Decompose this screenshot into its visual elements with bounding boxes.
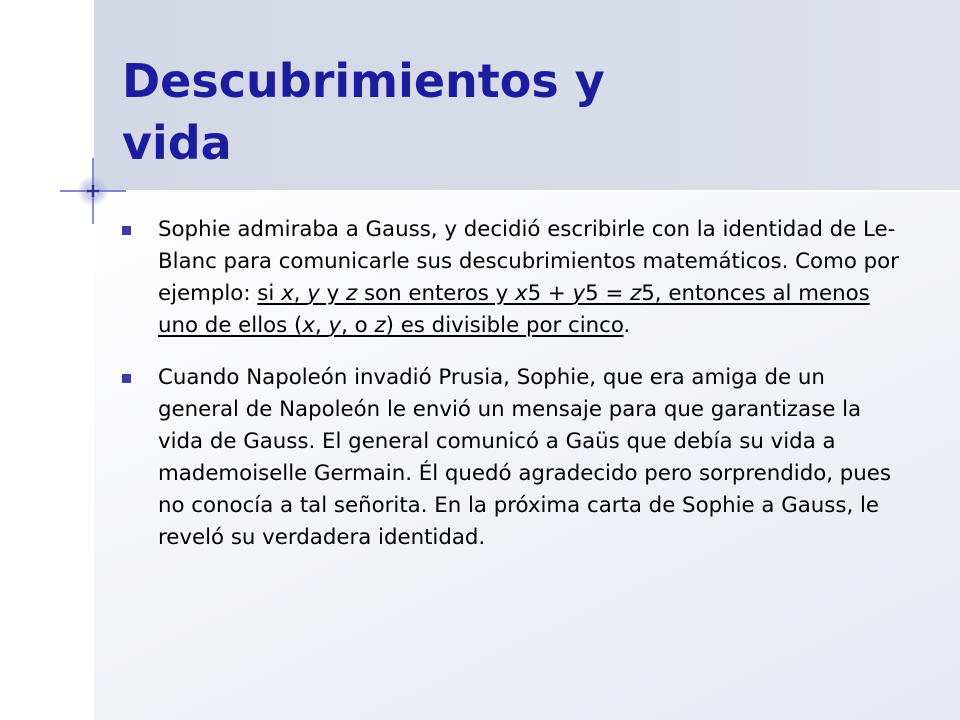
text-run: 5 = xyxy=(585,281,631,306)
text-run: , xyxy=(293,281,308,306)
square-bullet-icon xyxy=(122,374,131,383)
text-run: 5 + xyxy=(527,281,573,306)
left-margin-band xyxy=(0,0,92,720)
title-line-2: vida xyxy=(122,116,232,170)
bullet-1-text xyxy=(158,217,899,338)
bullet-1-end: . xyxy=(623,313,631,338)
var-y: y xyxy=(328,313,342,338)
var-z: z xyxy=(374,313,386,338)
bullet-list xyxy=(122,214,902,574)
text-run: y xyxy=(319,281,346,306)
var-x: x xyxy=(302,313,315,338)
square-bullet-icon xyxy=(122,226,131,235)
horizontal-divider-line xyxy=(0,190,960,192)
bullet-item-1 xyxy=(122,214,902,342)
title-line-1: Descubrimientos y xyxy=(122,54,605,108)
bullet-2-text: Cuando Napoleón invadió Prusia, Sophie, que era amiga de un general de Napoleón le envió un mensaje para que garantizase la vida de Gauss. El general comunicó a Gaüs que debía su vida a mademoiselle Germain. Él quedó agradecido pero sorprendido, pues no conocía a tal señorita. En la próxima carta de Sophie a Gauss, le reveló su verdadera identidad. xyxy=(158,365,892,550)
text-run: si xyxy=(257,281,282,306)
slide-title xyxy=(122,50,882,174)
var-z: z xyxy=(630,281,642,306)
var-y: y xyxy=(572,281,586,306)
text-run: ) es divisible por cinco xyxy=(385,313,624,338)
text-run: , o xyxy=(341,313,375,338)
text-run: 5, entonces al menos uno de ellos ( xyxy=(158,281,870,338)
var-x: x xyxy=(281,281,294,306)
sparkle-star-icon xyxy=(60,158,126,224)
var-y: y xyxy=(307,281,320,306)
var-x: x xyxy=(514,281,528,306)
vertical-divider-line xyxy=(92,0,94,720)
var-z: z xyxy=(346,281,358,306)
text-run: , xyxy=(314,313,329,338)
text-run: son enteros y xyxy=(357,281,515,306)
bullet-item-2 xyxy=(122,362,902,554)
bullet-1-underlined-statement xyxy=(158,281,870,338)
bullet-1-intro: Sophie admiraba a Gauss, y decidió escribirle con la identidad de Le- Blanc para comunicarle sus descubrimientos matemáticos. Como por ejemplo: xyxy=(158,217,899,306)
